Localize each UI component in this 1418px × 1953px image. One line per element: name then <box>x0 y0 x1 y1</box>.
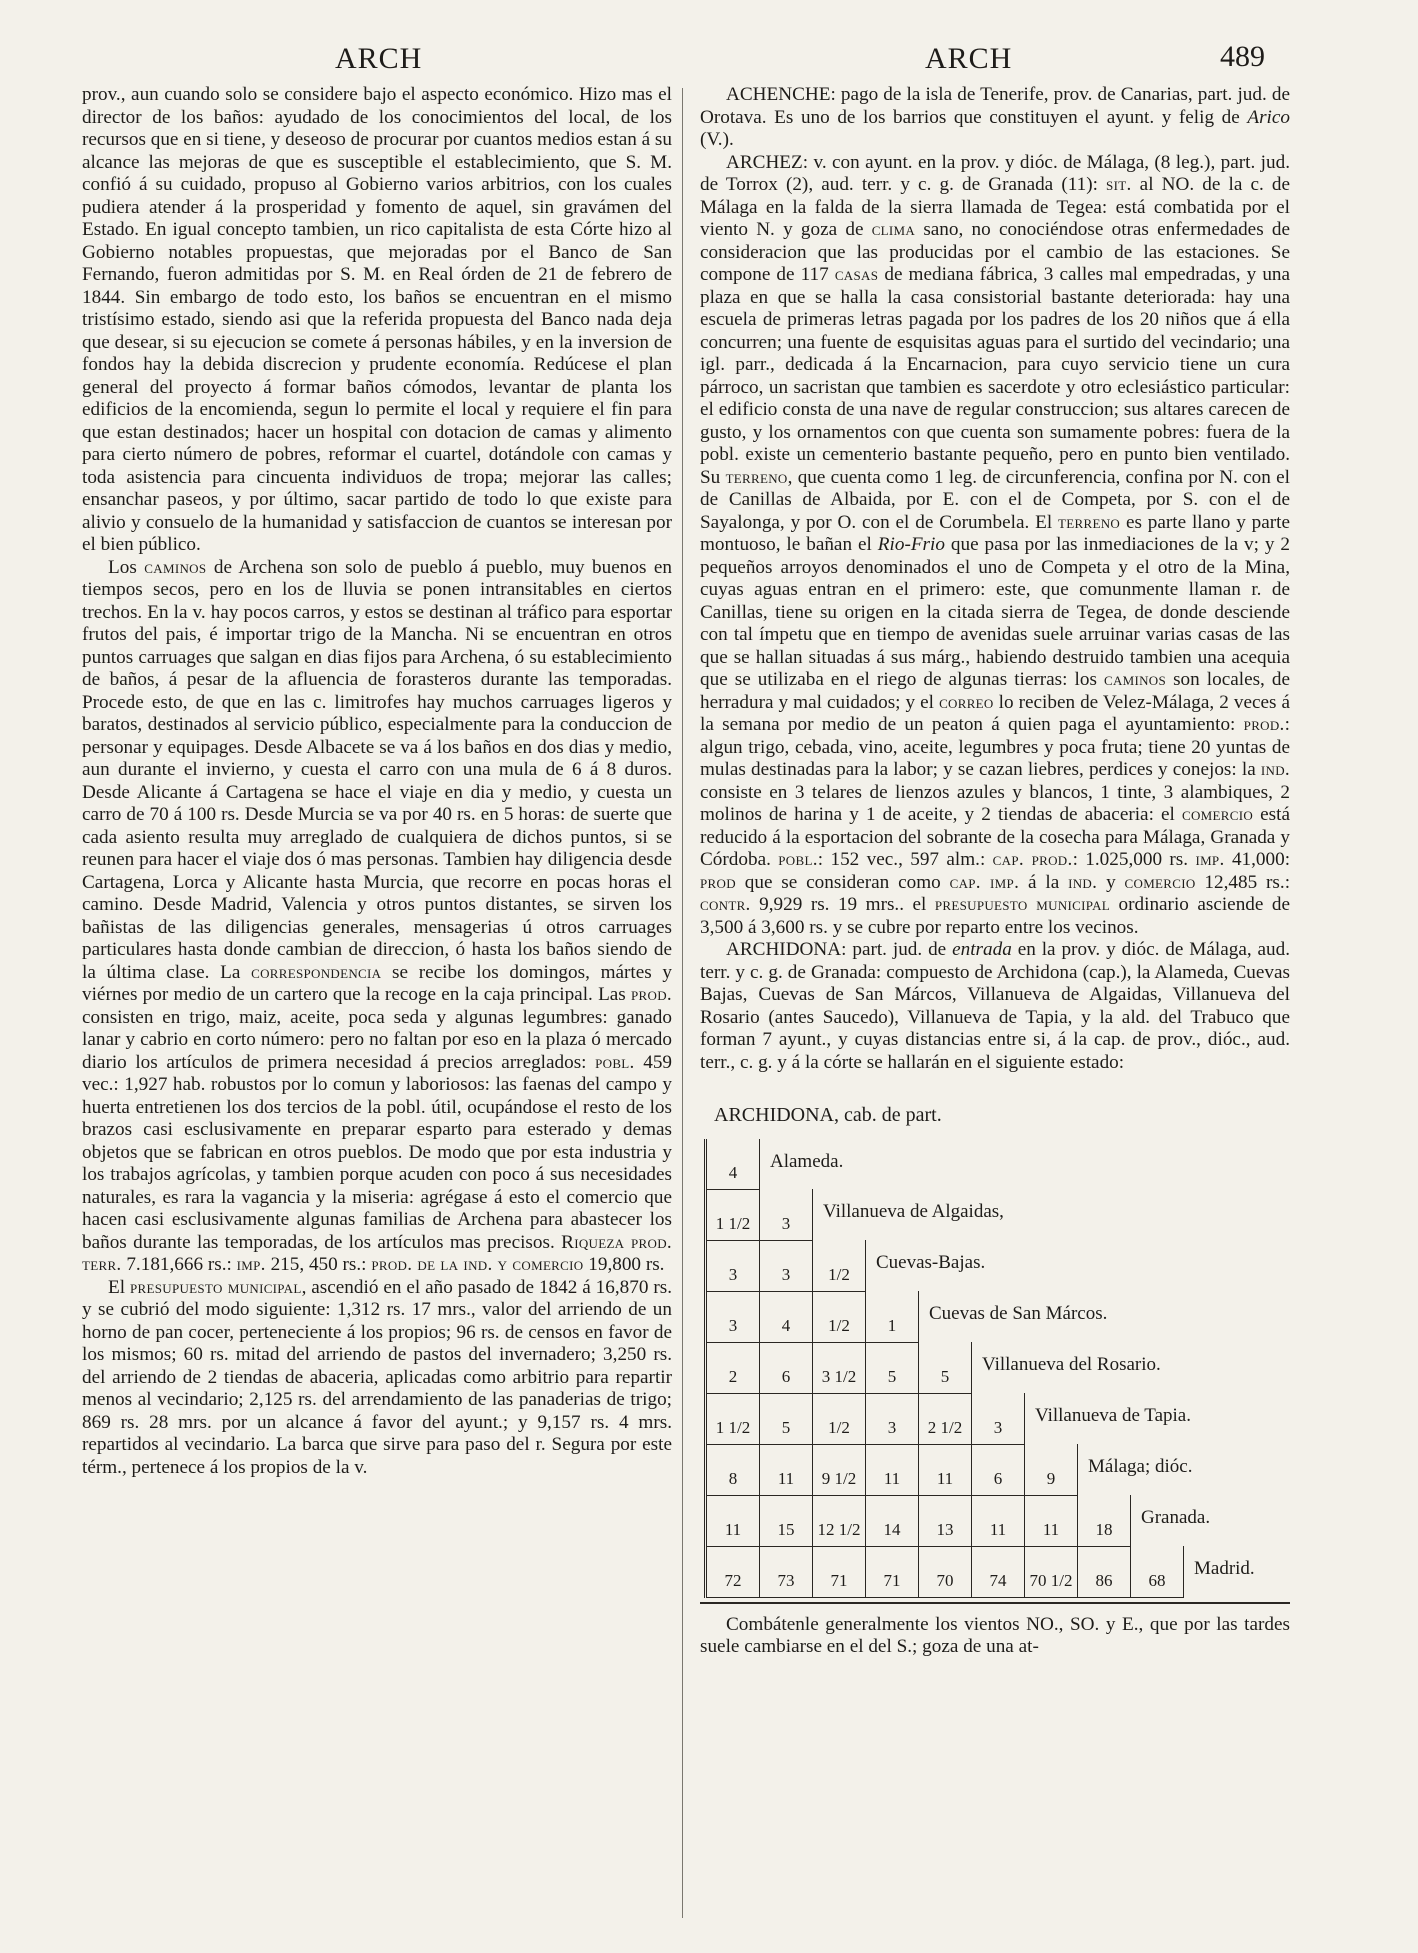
distance-cell: 3 <box>706 1240 760 1291</box>
text: ARCHIDONA: part. jud. de <box>726 939 947 960</box>
distance-cell: 11 <box>866 1444 919 1495</box>
distance-cell: 5 <box>866 1342 919 1393</box>
smallcaps-term: caminos <box>1103 669 1167 690</box>
distance-cell: 11 <box>706 1495 760 1546</box>
distance-cell: 3 <box>706 1291 760 1342</box>
smallcaps-term: ind. <box>1260 759 1290 780</box>
distance-row <box>706 1189 1255 1240</box>
distance-place-name: Alameda. <box>770 1150 844 1172</box>
distance-row <box>706 1139 1255 1190</box>
distance-cell: 68 <box>1131 1546 1184 1597</box>
distance-cell: 15 <box>760 1495 813 1546</box>
distance-place-name: Villanueva de Tapia. <box>1035 1405 1191 1427</box>
text: : algun trigo, cebada, vino, aceite, legumbres y poca fruta; tiene 20 yuntas de mulas destinadas para la labor; y se cazan liebres, perdices y conejos: la <box>700 714 1290 780</box>
text: es parte llano y parte montuoso, le bañan el <box>700 511 1290 555</box>
distance-place-name: Madrid. <box>1194 1558 1255 1580</box>
smallcaps-term: sit. <box>1106 174 1132 195</box>
smallcaps-term: presupuesto municipal <box>934 894 1111 915</box>
smallcaps-term: contr. <box>700 894 751 915</box>
text: El <box>108 1276 126 1298</box>
distance-cell: 1 <box>866 1291 919 1342</box>
running-head-right: ARCH <box>925 42 1013 75</box>
distance-cell: 71 <box>813 1546 866 1597</box>
smallcaps-term: clima <box>871 219 916 240</box>
distance-cell: 13 <box>919 1495 972 1546</box>
text: 19,800 rs. <box>588 1254 665 1275</box>
smallcaps-term: comercio <box>1124 871 1196 893</box>
distance-cell: 73 <box>760 1546 813 1597</box>
distance-cell: 11 <box>972 1495 1025 1546</box>
paragraph-vientos: Combátenle generalmente los vientos NO., SO. y E., que por las tardes suele cambiarse en el del S.; goza de una at- <box>700 1613 1290 1657</box>
entry-achenche <box>700 84 1290 152</box>
distance-cell: 3 1/2 <box>813 1342 866 1393</box>
smallcaps-term: prod. <box>631 984 673 1005</box>
smallcaps-term: terreno <box>1058 511 1121 533</box>
text: á la <box>1028 871 1060 893</box>
distance-cell: 12 1/2 <box>813 1495 866 1546</box>
distance-cell: 11 <box>1025 1495 1078 1546</box>
text: , ascendió en el año pasado de 1842 á 16,870 rs. y se cubrió del modo siguiente: 1,312 rs. 17 mrs., valor del arriendo de un horno de pan cocer, perteneciente á los propios; 96 rs. de censos en favor de los mismos; 60 rs. mitad del arriendo de pastos del invernadero; 3,250 rs. del arriendo de 2 tiendas de abaceria, aplicadas como arbitrio para repartir menos al vecindario; 2,125 rs. del arrendamiento de las panaderias de trigo; 869 rs. 28 mrs. por un alcance á favor del ayunt.; y 9,157 rs. 4 mrs. repartidos al vecindario. La barca que sirve para paso del r. Segura por este térm., pertenece á los propios de la v. <box>82 1276 672 1478</box>
italic-term: Arico <box>1247 106 1290 128</box>
distance-cell: 9 <box>1025 1444 1078 1495</box>
entry-archez <box>700 152 1290 940</box>
text: : 1.025,000 rs. <box>1072 849 1189 870</box>
text: en la prov. y dióc. de Málaga, aud. terr. y c. g. de Granada: compuesto de Archidona (cap.), la Alameda, Cuevas Bajas, Cuevas de San Márcos, Villanueva de Algaidas, Villanueva del Rosario (antes Saucedo), Villanueva de Tapia, y la ald. del Trabuco que forman 7 ayunt., y cuyas distancias entre si, á la cap. de prov., dióc., aud. terr., c. g. y á la córte se hallarán en el siguiente estado: <box>700 939 1291 1073</box>
smallcaps-term: correspondencia <box>251 961 382 983</box>
smallcaps-term: pobl. <box>595 1051 635 1073</box>
text: 9,929 rs. 19 mrs.. el <box>759 894 927 915</box>
text: de Archena son solo de pueblo á pueblo, muy buenos en tiempos secos, pero en los de lluvia se ponen intransitables en ciertos trechos. En la v. hay pocos carros, y estos se destinan al tráfico para esportar frutos del pais, é importar trigo de la Mancha. Ni se encuentran en otros puntos carruages que salgan en dias fijos para Archena, ó su establecimiento de baños, á pesar de la afluencia de forasteros durante las temporadas. Procede esto, de que en las c. limitrofes hay muchos carruages ligeros y baratos, destinados al servicio público, especialmente para la conduccion de personar y equipages. Desde Albacete se va á los baños en dos dias y medio, aun durante el invierno, y cuesta el carro con una mula de 6 á 8 duros. Desde Alicante á Cartagena se hace el viaje en dia y medio, y cuesta un carro de 70 á 100 rs. Desde Murcia se va por 40 rs. en 5 horas: de suerte que cada asiento resulta muy arreglado de cualquiera de dichos puntos, si se reunen para hacer el viaje dos ó mas personas. Tambien hay diligencia desde Cartagena, Lorca y Alicante hasta Murcia, que recorre en pocas horas el camino. Desde Madrid, Valencia y otros puntos distantes, se sirven los bañistas de las diligencias generales, mensagerias ú otros carruages particulares hasta donde cambian de direccion, ó hasta los baños siendo de la última clase. La <box>82 556 673 983</box>
distance-cell: 4 <box>760 1291 813 1342</box>
distance-row <box>706 1342 1255 1393</box>
smallcaps-term: casas <box>834 264 879 285</box>
paragraph-presupuesto <box>82 1277 672 1480</box>
smallcaps-term: imp. <box>236 1254 266 1275</box>
smallcaps-term: pobl. <box>778 849 818 870</box>
smallcaps-term: terreno <box>725 466 788 488</box>
smallcaps-term: Riqueza prod. terr. <box>82 1231 672 1275</box>
distance-cell: 3 <box>760 1240 813 1291</box>
distance-place-name: Málaga; dióc. <box>1088 1456 1193 1478</box>
text: 41,000: <box>1231 849 1291 870</box>
text: lo reciben de Velez-Málaga, 2 veces á la semana por medio de un peaton á quien paga el ayuntamiento: <box>700 691 1291 735</box>
text: sano, no conociéndose otras enfermedades de consideracion que las producidas por el cambio de las estaciones. Se compone de 117 <box>700 219 1291 285</box>
distance-row <box>706 1393 1255 1444</box>
text: ordinario asciende de 3,500 á 3,600 rs. y se cubre por reparto entre los vecinos. <box>700 894 1291 938</box>
text: : 152 vec., 597 alm.: <box>817 849 986 870</box>
text: que pasa por las inmediaciones de la v; y 2 pequeños arroyos denominados el uno de Competa y el otro de la Mina, cuyas aguas entran en el primero: este, que comunmente llaman r. de Canillas, tiene su origen en la citada sierra de Tegea, de donde desciende con tal ímpetu que en tiempo de avenidas suele arruinar varias casas de las que se hallan situadas á sus márg., habiendo destruido tambien una acequia que se utilizaba en el riego de algunas tierras: los <box>700 534 1291 690</box>
distance-cell: 18 <box>1078 1495 1131 1546</box>
distance-cell: 9 1/2 <box>813 1444 866 1495</box>
left-column <box>82 84 672 1479</box>
distance-cell: 8 <box>706 1444 760 1495</box>
distance-cell: 11 <box>919 1444 972 1495</box>
text: 12,485 rs.: <box>1204 871 1291 893</box>
distance-place-name: Granada. <box>1141 1507 1211 1529</box>
smallcaps-term: ind. <box>1068 871 1098 893</box>
running-head-left: ARCH <box>335 42 423 75</box>
text: se recibe los domingos, mártes y viérnes por medio de un cartero que la recoge en la caja principal. Las <box>82 961 673 1005</box>
text: 215, 450 rs.: <box>270 1254 367 1275</box>
paragraph-baths: prov., aun cuando solo se considere bajo el aspecto económico. Hizo mas el director de los baños: ayudado de los conocimientos del local, de los recursos que en si tiene, y deseoso de procurar por cuantos medios estan á su alcance las mejoras de que es susceptible el establecimiento, que S. M. confió á su cuidado, propuso al Gobierno varios arbitrios, con los cuales pudiera atender á la prosperidad y fomento de aquel, sin gravámen del Estado. En igual concepto tambien, un rico capitalista de esta Córte hizo al Gobierno notables propuestas, que mejoradas por el Banco de San Fernando, fueron admitidas por S. M. en Real órden de 21 de febrero de 1844. Sin embargo de todo esto, los baños se encuentran en el mismo tristísimo estado, siendo asi que la referida propuesta del Banco nada deja que desear, si su ejecucion se comete á personas hábiles, y en la inversion de fondos hay la debida discrecion y prudente economía. Redúcese el plan general del proyecto á formar baños cómodos, levantar de planta los edificios de la encomienda, segun lo permite el local y requiere el fin para que estan destinados; hacer un hospital con dotacion de camas y alimento para cierto número de pobres, reformar el cuartel, dotándole con camas y toda asistencia para cincuenta individuos de tropa; mejorar las calles; ensanchar paseos, y por último, sacar partido de todo lo que existe para alivio y consuelo de la humanidad y satisfaccion de cuantos se interesan por el bien público. <box>82 84 672 555</box>
distance-cell: 1/2 <box>813 1393 866 1444</box>
distance-table-block <box>700 1104 1290 1604</box>
distance-row <box>706 1240 1255 1291</box>
text: de mediana fábrica, 3 calles mal empedradas, y una plaza en que se halla la casa consistorial bastante deteriorada: hay una escuela de primeras letras pagada por los padres de los 20 niños que á ella concurren; una fuente de esquisitas aguas para el surtido del vecindario; una igl. parr., dedicada á la Encarnacion, para cuyo servicio tiene un cura párroco, un sacristan que tambien es sacerdote y otro eclesiástico particular: el edificio consta de una nave de regular construccion; sus altares carecen de gusto, y los ornamentos con que cuenta son sumamente pobres: fuera de la pobl. existe un cementerio bastante pequeño, pero en punto bien ventilado. Su <box>700 264 1291 488</box>
distance-cell: 70 1/2 <box>1025 1546 1078 1597</box>
paragraph-caminos <box>82 557 672 1277</box>
text: , que cuenta como 1 leg. de circunferencia, confina por N. con el de Canillas de Albaida, por E. con el de Competa, por S. con el de Sayalonga, y por O. con el de Corumbela. El <box>700 466 1291 533</box>
text: (V.). <box>700 129 734 150</box>
distance-row <box>706 1546 1255 1597</box>
column-divider <box>682 88 683 1918</box>
distance-cell: 3 <box>972 1393 1025 1444</box>
text: está reducido á la esportacion del sobrante de la cosecha para Málaga, Granada y Córdoba. <box>700 804 1290 870</box>
distance-cell: 5 <box>919 1342 972 1393</box>
table-rule <box>700 1602 1290 1604</box>
distance-place-name: Villanueva del Rosario. <box>982 1354 1161 1376</box>
text: y <box>1106 871 1116 893</box>
distance-cell: 72 <box>706 1546 760 1597</box>
text: consiste en 3 telares de lienzos azules y blancos, 1 tinte, 3 alambiques, 2 molinos de harina y 1 de aceite, y 2 tiendas de abaceria: el <box>700 781 1290 825</box>
smallcaps-term: prod <box>700 871 736 893</box>
distance-place-name: Cuevas-Bajas. <box>876 1252 986 1274</box>
smallcaps-term: correo <box>939 691 994 713</box>
distance-row <box>706 1291 1255 1342</box>
text: al NO. de la c. de Málaga en la falda de la sierra llamada de Tegea: está combatida por el viento N. y goza de <box>700 174 1291 240</box>
distance-table-title: ARCHIDONA, cab. de part. <box>714 1104 942 1126</box>
smallcaps-term: prod. de la ind. y comercio <box>371 1254 584 1275</box>
distance-place-name: Cuevas de San Márcos. <box>929 1303 1108 1325</box>
right-column <box>700 84 1290 1659</box>
distance-place-name: Villanueva de Algaidas, <box>823 1201 1004 1223</box>
text: 7.181,666 rs.: <box>126 1254 232 1275</box>
distance-cell: 4 <box>706 1139 760 1190</box>
distance-cell: 11 <box>760 1444 813 1495</box>
text: que se consideran como <box>744 871 941 893</box>
distance-cell: 3 <box>866 1393 919 1444</box>
distance-cell: 70 <box>919 1546 972 1597</box>
distance-cell: 14 <box>866 1495 919 1546</box>
italic-term: Rio-Frio <box>877 534 945 555</box>
smallcaps-term: caminos <box>144 556 207 578</box>
distance-cell: 86 <box>1078 1546 1131 1597</box>
smallcaps-term: cap. prod. <box>992 849 1073 870</box>
distance-table <box>704 1139 1255 1598</box>
distance-cell: 5 <box>760 1393 813 1444</box>
text: son locales, de herradura y mal cuidados; y el <box>700 669 1291 713</box>
italic-term: entrada <box>952 939 1012 960</box>
text: ACHENCHE: pago de la isla de Tenerife, prov. de Canarias, part. jud. de Orotava. Es uno de los barrios que constituyen el ayunt. y felig de <box>700 84 1290 128</box>
distance-row <box>706 1444 1255 1495</box>
distance-cell: 1 1/2 <box>706 1393 760 1444</box>
smallcaps-term: presupuesto municipal <box>129 1276 302 1298</box>
distance-cell: 1/2 <box>813 1240 866 1291</box>
distance-cell: 3 <box>760 1189 813 1240</box>
distance-cell: 1/2 <box>813 1291 866 1342</box>
distance-cell: 6 <box>760 1342 813 1393</box>
text: 459 vec.: 1,927 hab. robustos por lo comun y laboriosos: las faenas del campo y huerta entretienen los dos tercios de la pobl. útil, ocupándose el resto de los brazos casi esclusivamente en preparar esparto para esterado y demas objetos que se fabrican en otros pueblos. De modo que por esta industria y los trabajos agrícolas, y tambien porque acuden con poco á sus necesidades naturales, es rara la vagancia y la miseria: agrégase á esto el comercio que hacen casi esclusivamente algunas familias de Archena para abastecer los baños durante las temporadas, de los artículos mas precisos. <box>82 1051 673 1253</box>
distance-cell: 71 <box>866 1546 919 1597</box>
smallcaps-term: imp. <box>1195 849 1225 870</box>
distance-cell: 74 <box>972 1546 1025 1597</box>
distance-cell: 2 1/2 <box>919 1393 972 1444</box>
distance-cell: 1 1/2 <box>706 1189 760 1240</box>
text: ARCHEZ: v. con ayunt. en la prov. y dióc. de Málaga, (8 leg.), part. jud. de Torrox (2), aud. terr. y c. g. de Granada (11): <box>700 151 1290 195</box>
text: Los <box>108 556 137 578</box>
text: consisten en trigo, maiz, aceite, poca seda y algunas legumbres: ganado lanar y cabrio en corto número: pero no faltan por eso en la plaza ó mercado diario los artículos de primera necesidad á precios arreglados: <box>82 1006 672 1073</box>
entry-archidona <box>700 939 1290 1074</box>
smallcaps-term: comercio <box>1182 804 1254 825</box>
smallcaps-term: prod. <box>1243 714 1285 735</box>
distance-cell: 6 <box>972 1444 1025 1495</box>
distance-row <box>706 1495 1255 1546</box>
smallcaps-term: cap. imp. <box>949 871 1020 893</box>
page-number: 489 <box>1220 40 1265 73</box>
distance-cell: 2 <box>706 1342 760 1393</box>
